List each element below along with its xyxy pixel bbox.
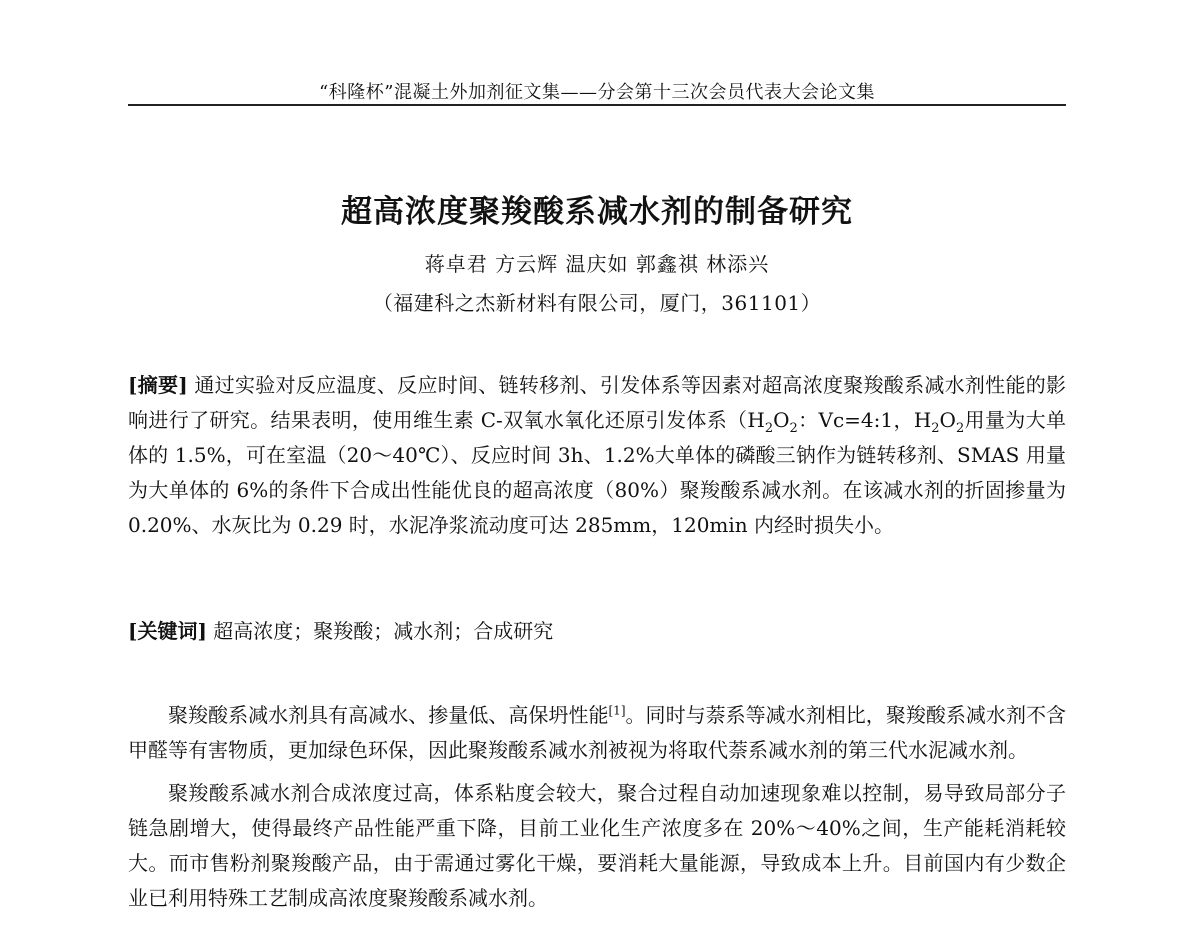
abstract-sub-4: 2 — [955, 421, 965, 436]
keywords — [128, 614, 1066, 649]
author-list: 蒋卓君 方云辉 温庆如 郭鑫祺 林添兴 — [424, 252, 770, 276]
abstract-sub-3: 2 — [931, 421, 940, 436]
abstract-text-1: 通过实验对反应温度、反应时间、链转移剂、引发体系等因素对超高浓度聚羧酸系减水剂性能的影响进行了研究。结果表明，使用维生素 C-双氧水氧化还原引发体系（H — [128, 373, 1067, 432]
paper-title: 超高浓度聚羧酸系减水剂的制备研究 — [341, 194, 853, 230]
abstract-text-3: ：Vc=4:1，H — [797, 408, 932, 432]
keywords-label: [关键词] — [128, 619, 207, 643]
body-p1-text-a: 聚羧酸系减水剂具有高减水、掺量低、高保坍性能 — [168, 703, 609, 727]
citation-ref: [1] — [608, 703, 626, 718]
body-paragraph-1 — [128, 698, 1066, 768]
affiliation: （福建科之杰新材料有限公司，厦门，361101） — [372, 291, 822, 315]
abstract-text-2: O — [773, 408, 790, 432]
abstract-text-4: O — [939, 408, 956, 432]
body-p1-text-b: 。同时与萘系等减水剂相比，聚羧酸系减水剂不含甲醛等有害物质，更加绿色环保，因此聚羧酸系减水剂被视为将取代萘系减水剂的第三代水泥减水剂。 — [128, 703, 1066, 762]
abstract — [128, 368, 1066, 543]
abstract-label: [摘要] — [128, 373, 188, 397]
abstract-sub-1: 2 — [764, 421, 774, 436]
abstract-sub-2: 2 — [789, 421, 798, 436]
keywords-text: 超高浓度；聚羧酸；减水剂；合成研究 — [213, 619, 554, 643]
header-rule — [128, 104, 1066, 106]
abstract-text-5: 用量为大单体的 1.5%，可在室温（20～40℃）、反应时间 3h、1.2%大单体的磷酸三钠作为链转移剂、SMAS 用量为大单体的 6%的条件下合成出性能优良的超高浓度（80%）聚羧酸系减水剂。在该减水剂的折固掺量为 0.20%、水灰比为 0.29 时，水泥净浆流动度可达 285mm，120min 内经时损失小。 — [128, 408, 1067, 537]
running-header: “科隆杯”混凝土外加剂征文集——分会第十三次会员代表大会论文集 — [319, 82, 875, 103]
body-text — [128, 698, 1066, 924]
body-paragraph-2: 聚羧酸系减水剂合成浓度过高，体系粘度会较大，聚合过程自动加速现象难以控制，易导致局部分子链急剧增大，使得最终产品性能严重下降，目前工业化生产浓度多在 20%～40%之间，生产能耗消耗较大。而市售粉剂聚羧酸产品，由于需通过雾化干燥，要消耗大量能源，导致成本上升。目前国内有少数企业已利用特殊工艺制成高浓度聚羧酸系减水剂。 — [128, 781, 1066, 910]
